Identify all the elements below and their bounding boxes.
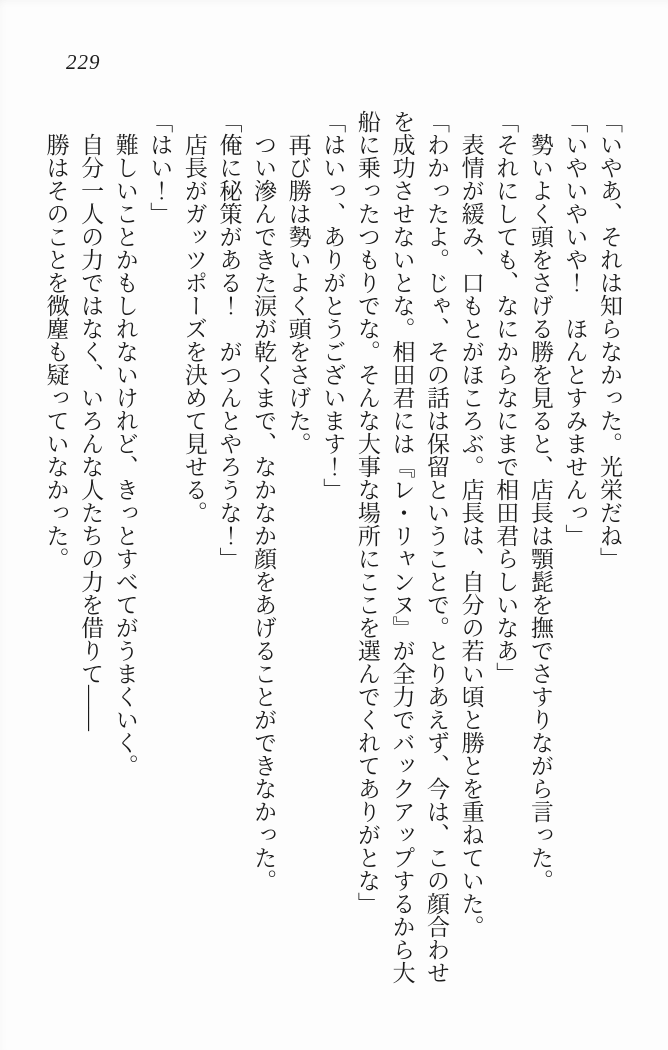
paragraph-12: 「はい！」 xyxy=(147,110,173,225)
paragraph-15: 勝はそのことを微塵も疑っていなかった。 xyxy=(43,133,69,570)
paragraph-13: 難しいことかもしれないけれど、きっとすべてがうまくいく。 xyxy=(112,133,138,777)
paragraph-2: 「いやいやいや！ ほんとすみませんっ」 xyxy=(562,110,588,547)
paragraph-8: 再び勝は勢いよく頭をさげた。 xyxy=(285,133,311,455)
paragraph-5: 表情が緩み、口もとがほころぶ。店長は、自分の若い頃と勝とを重ねていた。 xyxy=(458,133,484,938)
paragraph-1: 「いやあ、それは知らなかった。光栄だね」 xyxy=(597,110,622,570)
paragraph-6: 「わかったよ。じゃ、その話は保留ということで。とりあえず、今は、この顔合わせを成功させないとな。相田君には『レ・リャンヌ』が全力でバックアップするから大船に乗ったつもりでな。そんな大事な場所にここを選んでくれてありがとな」 xyxy=(354,110,450,984)
paragraph-4: 「それにしても、なにからなにまで相田君らしいなあ」 xyxy=(493,110,519,685)
paragraph-11: 店長がガッツポーズを決めて見せる。 xyxy=(181,133,207,524)
paragraph-3: 勢いよく頭をさげる勝を見ると、店長は顎髭を撫でさすりながら言った。 xyxy=(527,133,553,892)
paragraph-9: つい滲んできた涙が乾くまで、なかなか顔をあげることができなかった。 xyxy=(251,133,277,892)
page-number: 229 xyxy=(66,50,101,74)
paragraph-10: 「俺に秘策がある！ がつんとやろうな！」 xyxy=(216,110,242,570)
page-text xyxy=(38,110,626,984)
paragraph-7: 「はいっ、ありがとうございます！」 xyxy=(320,110,346,501)
paragraph-14: 自分一人の力ではなく、いろんな人たちの力を借りて―― xyxy=(78,133,104,731)
